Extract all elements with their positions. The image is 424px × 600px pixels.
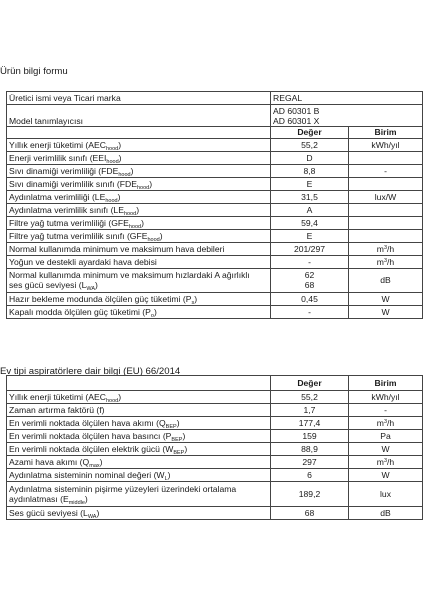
row-value: 68 (271, 507, 349, 520)
row-label: Aydınlatma sisteminin pişirme yüzeyleri üzerindeki ortalama aydınlatması $(E_{middle})$ (7, 482, 271, 507)
row-value: 297 (271, 456, 349, 469)
brand-row (7, 92, 423, 105)
table-row (7, 190, 423, 203)
row-value: 8,8 (271, 164, 349, 177)
table-row (7, 216, 423, 229)
row-label: Kapalı modda ölçülen güç tüketimi $(P_o)$ (7, 305, 271, 318)
row-label: Yoğun ve destekli ayardaki hava debisi (7, 255, 271, 268)
row-unit: $m^3/h$ (349, 255, 423, 268)
row-label: Enerji verimlilik sınıfı $(EEI_{hood})$ (7, 151, 271, 164)
row-value: 1,7 (271, 404, 349, 417)
form2-title: Ev tipi aspiratörlere dair bilgi (EU) 66/2014 (0, 366, 181, 377)
row-label: En verimli noktada ölçülen elektrik gücü $(W_{BEP})$ (7, 443, 271, 456)
table-row (7, 391, 423, 404)
table-row (7, 229, 423, 242)
model-label: Model tanımlayıcısı (7, 105, 271, 127)
row-value: 55,2 (271, 391, 349, 404)
table-row (7, 268, 423, 292)
row-unit (349, 216, 423, 229)
row-unit: kWh/yıl (349, 391, 423, 404)
row-unit: $m^3/h$ (349, 417, 423, 430)
row-label: Sıvı dinamiği verimliliği $(FDE_{hood})$ (7, 164, 271, 177)
row-unit: W (349, 443, 423, 456)
row-value: 0,45 (271, 292, 349, 305)
row-value: 201/297 (271, 242, 349, 255)
row-value: 189,2 (271, 482, 349, 507)
row-label: En verimli noktada ölçülen hava akımı $(Q_{BEP})$ (7, 417, 271, 430)
row-label: Yıllık enerji tüketimi $(AEC_{hood})$ (7, 391, 271, 404)
row-unit: $m^3/h$ (349, 456, 423, 469)
row-unit: W (349, 469, 423, 482)
row-value: 59,4 (271, 216, 349, 229)
row-label: Aydınlatma verimliliği $(LE_{hood})$ (7, 190, 271, 203)
row-unit: kWh/yıl (349, 138, 423, 151)
row-unit: dB (349, 268, 423, 292)
row-value: 31,5 (271, 190, 349, 203)
row-value: - (271, 305, 349, 318)
table-row (7, 404, 423, 417)
table-row (7, 138, 423, 151)
row-unit: Pa (349, 430, 423, 443)
form1-title: Ürün bilgi formu (0, 66, 68, 77)
col-value-header: Değer (271, 127, 349, 139)
model-values (271, 105, 423, 127)
brand-value: REGAL (271, 92, 423, 105)
row-label: Azami hava akımı $(Q_{max})$ (7, 456, 271, 469)
row-value: 88,9 (271, 443, 349, 456)
table-row (7, 177, 423, 190)
row-label: Zaman artırma faktörü (f) (7, 404, 271, 417)
brand-label: Üretici ismi veya Ticari marka (7, 92, 271, 105)
col-unit-header: Birim (349, 127, 423, 139)
model-row (7, 105, 423, 127)
row-unit (349, 177, 423, 190)
row-unit: - (349, 404, 423, 417)
table-row (7, 292, 423, 305)
header-row (7, 127, 423, 139)
model-value: AD 60301 X (273, 115, 320, 126)
row-value: E (271, 229, 349, 242)
table-row (7, 164, 423, 177)
table-row (7, 417, 423, 430)
product-info-table (6, 91, 423, 319)
row-label: Hazır bekleme modunda ölçülen güç tüketimi $(P_s)$ (7, 292, 271, 305)
table-row (7, 255, 423, 268)
row-label: En verimli noktada ölçülen hava basıncı $(P_{BEP})$ (7, 430, 271, 443)
row-label: Yıllık enerji tüketimi $(AEC_{hood})$ (7, 138, 271, 151)
col-unit-header: Birim (349, 376, 423, 391)
row-label: Ses gücü seviyesi $(L_{WA})$ (7, 507, 271, 520)
row-unit: - (349, 164, 423, 177)
table-row (7, 507, 423, 520)
table-row (7, 469, 423, 482)
table-row (7, 305, 423, 318)
col-value-header: Değer (271, 376, 349, 391)
row-value: 62 68 (271, 268, 349, 292)
row-unit: dB (349, 507, 423, 520)
row-unit (349, 229, 423, 242)
table-row (7, 430, 423, 443)
row-value: D (271, 151, 349, 164)
row-unit: W (349, 292, 423, 305)
table-row (7, 151, 423, 164)
row-unit (349, 203, 423, 216)
row-label: Normal kullanımda minimum ve maksimum hızlardaki A ağırlıklı ses gücü seviyesi $(L_{WA})$ (7, 268, 271, 292)
table-row (7, 203, 423, 216)
table-row (7, 456, 423, 469)
model-value: AD 60301 B (273, 105, 320, 116)
row-value: 55,2 (271, 138, 349, 151)
hood-info-table (6, 375, 423, 520)
row-unit: $m^3/h$ (349, 242, 423, 255)
row-unit (349, 151, 423, 164)
row-value: 159 (271, 430, 349, 443)
row-value: - (271, 255, 349, 268)
header-row (7, 376, 423, 391)
row-value: A (271, 203, 349, 216)
row-unit: lux (349, 482, 423, 507)
row-label: Filtre yağ tutma verimlilik sınıfı $(GFE_{hood})$ (7, 229, 271, 242)
row-label: Normal kullanımda minimum ve maksimum hava debileri (7, 242, 271, 255)
row-value: 6 (271, 469, 349, 482)
row-label: Filtre yağ tutma verimliliği $(GFE_{hood})$ (7, 216, 271, 229)
row-unit: W (349, 305, 423, 318)
row-value: 177,4 (271, 417, 349, 430)
table-row (7, 443, 423, 456)
row-value: E (271, 177, 349, 190)
row-label: Aydınlatma verimlilik sınıfı $(LE_{hood})$ (7, 203, 271, 216)
row-label: Aydınlatma sisteminin nominal değeri $(W_L)$ (7, 469, 271, 482)
row-unit: lux/W (349, 190, 423, 203)
row-label: Sıvı dinamiği verimlilik sınıfı $(FDE_{hood})$ (7, 177, 271, 190)
table-row (7, 482, 423, 507)
table-row (7, 242, 423, 255)
